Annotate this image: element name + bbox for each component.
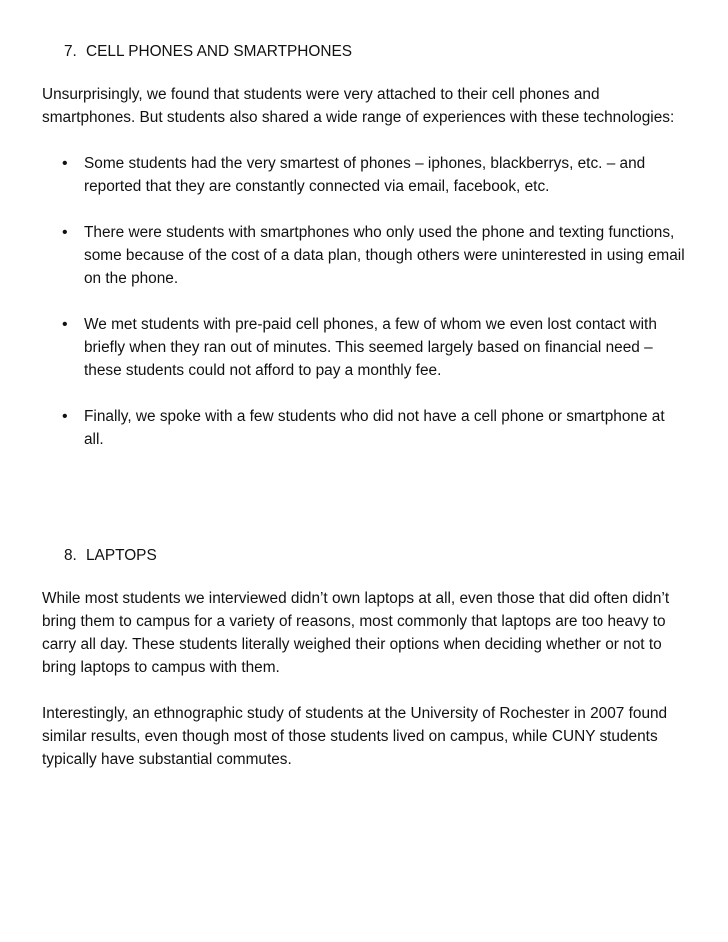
section-spacer [42, 474, 688, 544]
section-cell-phones [42, 40, 688, 451]
bullet-text: Some students had the very smartest of phones – iphones, blackberrys, etc. – and reported that they are constantly connected via email, facebook, etc. [84, 155, 646, 195]
bullet-list [42, 152, 688, 451]
list-item [42, 313, 688, 382]
bullet-icon: • [62, 316, 68, 333]
section-title: LAPTOPS [86, 547, 157, 564]
section-number: 7. [64, 43, 77, 60]
bullet-text: There were students with smartphones who only used the phone and texting functions, some because of the cost of a data plan, though others were uninterested in using email on the phone. [84, 224, 685, 287]
bullet-text: We met students with pre-paid cell phones, a few of whom we even lost contact with briefly when they ran out of minutes. This seemed largely based on financial need – these students could not afford to pay a monthly fee. [84, 316, 657, 379]
section-laptops [42, 544, 688, 771]
body-paragraph: While most students we interviewed didn’t own laptops at all, even those that did often didn’t bring them to campus for a variety of reasons, most commonly that laptops are too heavy to carry all day. These students literally weighed their options when deciding whether or not to bring laptops to campus with them. [42, 590, 670, 676]
list-item [42, 221, 688, 290]
intro-paragraph: Unsurprisingly, we found that students were very attached to their cell phones and smartphones. But students also shared a wide range of experiences with these technologies: [42, 86, 675, 126]
bullet-icon: • [62, 408, 68, 425]
body-paragraph: Interestingly, an ethnographic study of students at the University of Rochester in 2007 found similar results, even though most of those students lived on campus, while CUNY students typically have substantial commutes. [42, 705, 668, 768]
section-number: 8. [64, 547, 77, 564]
list-item [42, 405, 688, 451]
section-title: CELL PHONES AND SMARTPHONES [86, 43, 352, 60]
bullet-text: Finally, we spoke with a few students who did not have a cell phone or smartphone at all. [84, 408, 665, 448]
bullet-icon: • [62, 224, 68, 241]
section-heading [64, 544, 688, 567]
list-item [42, 152, 688, 198]
section-heading [64, 40, 688, 63]
bullet-icon: • [62, 155, 68, 172]
